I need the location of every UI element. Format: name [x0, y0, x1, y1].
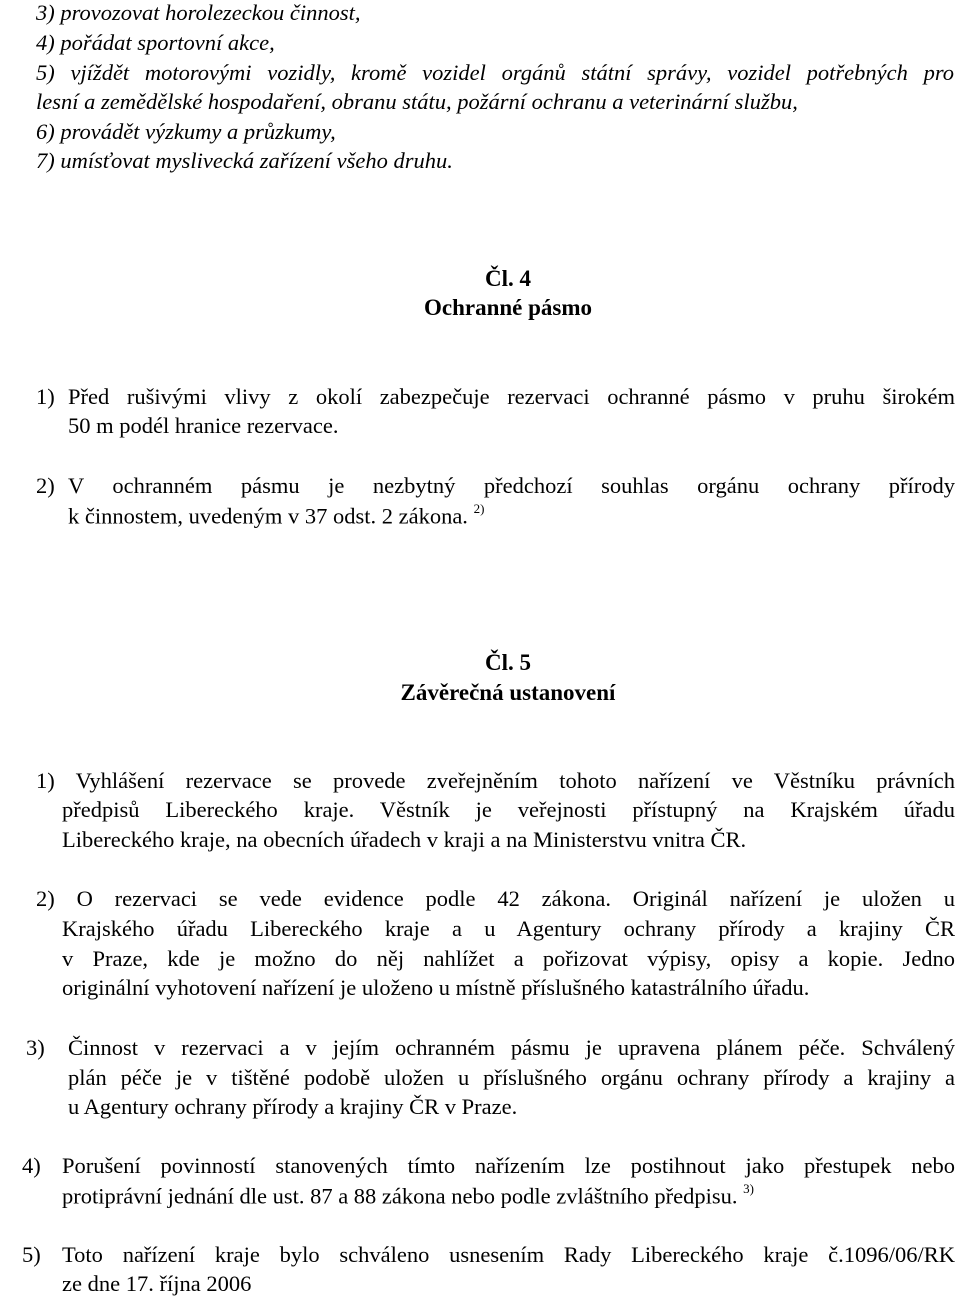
- list-item-6: 6) provádět výzkumy a průzkumy,: [36, 119, 336, 144]
- article-5-para-5-line-1: Toto nařízení kraje bylo schváleno usnesením Rady Libereckého kraje č.1096/06/RK: [62, 1242, 955, 1267]
- article-5-para-1-line-3: Libereckého kraje, na obecních úřadech v kraji a na Ministerstvu vnitra ČR.: [62, 827, 747, 852]
- list-item-3: 3) provozovat horolezeckou činnost,: [36, 0, 361, 25]
- list-item-7: 7) umísťovat myslivecká zařízení všeho druhu.: [36, 148, 453, 173]
- list-item-5: 5) vjíždět motorovými vozidly, kromě vozidel orgánů státní správy, vozidel potřebných pro: [36, 60, 954, 85]
- article-5-para-3-line-1: Činnost v rezervaci a v jejím ochranném pásmu je upravena plánem péče. Schválený: [68, 1035, 955, 1060]
- footnote-ref-2: 2): [473, 501, 485, 516]
- article-5-para-5-line-2: ze dne 17. října 2006: [62, 1271, 252, 1296]
- article-5-para-4-line-1: Porušení povinností stanovených tímto nařízením lze postihnout jako přestupek nebo: [62, 1153, 955, 1178]
- list-item-5-continued: lesní a zemědělské hospodaření, obranu státu, požární ochranu a veterinární službu,: [36, 89, 798, 114]
- article-5-para-4-number: 4): [22, 1153, 41, 1178]
- article-4-para-2-line-1: V ochranném pásmu je nezbytný předchozí souhlas orgánu ochrany přírody: [68, 473, 955, 498]
- article-5-para-4-line-2: [62, 1183, 754, 1210]
- article-5-para-3-line-3: u Agentury ochrany přírody a krajiny ČR v Praze.: [68, 1094, 518, 1119]
- article-4-para-1-line-1: Před rušivými vlivy z okolí zabezpečuje rezervaci ochranné pásmo v pruhu širokém: [68, 384, 955, 409]
- article-5-para-5-number: 5): [22, 1242, 41, 1267]
- article-4-title: Ochranné pásmo: [423, 295, 593, 320]
- article-5-para-2-line-4: originální vyhotovení nařízení je uloženo u místně příslušného katastrálního úřadu.: [62, 975, 810, 1000]
- article-4-para-2-text: k činnostem, uvedeným v 37 odst. 2 zákona.: [68, 503, 468, 529]
- article-5-number: Čl. 5: [485, 650, 531, 675]
- article-5-para-4-text: protiprávní jednání dle ust. 87 a 88 zákona nebo podle zvláštního předpisu.: [62, 1183, 738, 1209]
- article-5-para-2-line-3: v Praze, kde je možno do něj nahlížet a pořizovat výpisy, opisy a kopie. Jedno: [62, 946, 955, 971]
- article-5-para-3-number: 3): [26, 1035, 45, 1060]
- article-5-para-2-line-2: Krajského úřadu Libereckého kraje a u Agentury ochrany přírody a krajiny ČR: [62, 916, 955, 941]
- footnote-ref-3: 3): [743, 1181, 754, 1196]
- article-5-para-3-line-2: plán péče je v tištěné podobě uložen u příslušného orgánu ochrany přírody a krajiny a: [68, 1065, 955, 1090]
- article-4-para-2-number: 2): [36, 473, 55, 498]
- article-5-para-1-line-2: předpisů Libereckého kraje. Věstník je veřejnosti přístupný na Krajském úřadu: [62, 797, 955, 822]
- article-5-title: Závěrečná ustanovení: [400, 680, 616, 705]
- article-5-para-2-line-1: 2) O rezervaci se vede evidence podle 42 zákona. Originál nařízení je uložen u: [36, 886, 955, 911]
- article-5-para-1-line-1: 1) Vyhlášení rezervace se provede zveřejněním tohoto nařízení ve Věstníku právních: [36, 768, 955, 793]
- article-4-para-1-number: 1): [36, 384, 55, 409]
- article-4-para-1-line-2: 50 m podél hranice rezervace.: [68, 413, 339, 438]
- list-item-4: 4) pořádat sportovní akce,: [36, 30, 275, 55]
- article-4-para-2-line-2: [68, 503, 484, 530]
- article-4-number: Čl. 4: [485, 266, 531, 291]
